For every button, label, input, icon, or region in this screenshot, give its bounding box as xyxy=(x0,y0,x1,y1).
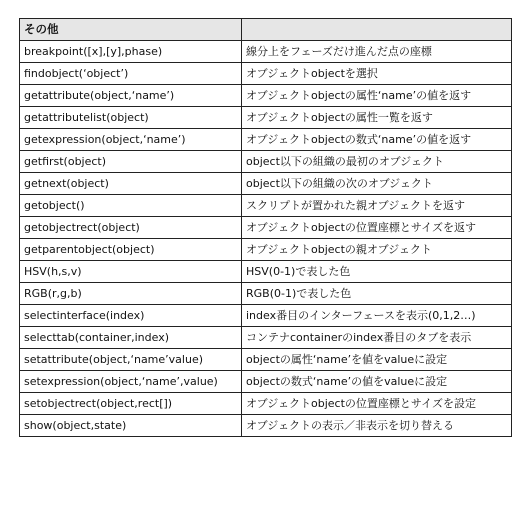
table-row xyxy=(20,173,512,195)
function-name-cell: show(object,state) xyxy=(20,415,242,437)
function-description-cell: objectの属性‘name’を値をvalueに設定 xyxy=(242,349,512,371)
function-description-cell: RGB(0-1)で表した色 xyxy=(242,283,512,305)
table-row xyxy=(20,283,512,305)
function-description-cell: オブジェクトobjectの位置座標とサイズを返す xyxy=(242,217,512,239)
table-row xyxy=(20,151,512,173)
function-description-cell: 線分上をフェーズだけ進んだ点の座標 xyxy=(242,41,512,63)
function-name-cell: findobject(‘object’) xyxy=(20,63,242,85)
function-description-cell: オブジェクトobjectの数式‘name’の値を返す xyxy=(242,129,512,151)
function-name-cell: getattributelist(object) xyxy=(20,107,242,129)
function-description-cell: object以下の組織の最初のオブジェクト xyxy=(242,151,512,173)
function-description-cell: オブジェクトobjectの属性一覧を返す xyxy=(242,107,512,129)
table-row xyxy=(20,107,512,129)
function-name-cell: setexpression(object,‘name’,value) xyxy=(20,371,242,393)
table-header-row xyxy=(20,19,512,41)
table-row xyxy=(20,415,512,437)
table-row xyxy=(20,239,512,261)
function-name-cell: setattribute(object,‘name’value) xyxy=(20,349,242,371)
table-row xyxy=(20,85,512,107)
table-row xyxy=(20,305,512,327)
table-body xyxy=(20,19,512,437)
function-reference-table-container xyxy=(19,18,511,437)
function-description-cell: オブジェクトobjectを選択 xyxy=(242,63,512,85)
table-row xyxy=(20,327,512,349)
function-name-cell: getobjectrect(object) xyxy=(20,217,242,239)
function-description-cell: オブジェクトobjectの親オブジェクト xyxy=(242,239,512,261)
function-description-cell: object以下の組織の次のオブジェクト xyxy=(242,173,512,195)
table-row xyxy=(20,129,512,151)
table-row xyxy=(20,349,512,371)
function-reference-table xyxy=(19,18,512,437)
table-header-title: その他 xyxy=(20,19,242,41)
function-name-cell: getnext(object) xyxy=(20,173,242,195)
function-name-cell: setobjectrect(object,rect[]) xyxy=(20,393,242,415)
function-description-cell: HSV(0-1)で表した色 xyxy=(242,261,512,283)
function-name-cell: getfirst(object) xyxy=(20,151,242,173)
function-description-cell: index番目のインターフェースを表示(0,1,2…) xyxy=(242,305,512,327)
table-row xyxy=(20,41,512,63)
function-description-cell: objectの数式‘name’の値をvalueに設定 xyxy=(242,371,512,393)
function-name-cell: RGB(r,g,b) xyxy=(20,283,242,305)
table-header-empty-cell xyxy=(242,19,512,41)
function-name-cell: getparentobject(object) xyxy=(20,239,242,261)
function-name-cell: getattribute(object,‘name’) xyxy=(20,85,242,107)
function-name-cell: getobject() xyxy=(20,195,242,217)
function-name-cell: breakpoint([x],[y],phase) xyxy=(20,41,242,63)
function-description-cell: コンテナcontainerのindex番目のタブを表示 xyxy=(242,327,512,349)
table-row xyxy=(20,261,512,283)
table-row xyxy=(20,371,512,393)
table-row xyxy=(20,195,512,217)
function-description-cell: オブジェクトの表示／非表示を切り替える xyxy=(242,415,512,437)
function-description-cell: オブジェクトobjectの位置座標とサイズを設定 xyxy=(242,393,512,415)
table-row xyxy=(20,63,512,85)
function-name-cell: selectinterface(index) xyxy=(20,305,242,327)
function-name-cell: getexpression(object,‘name’) xyxy=(20,129,242,151)
table-row xyxy=(20,217,512,239)
function-description-cell: オブジェクトobjectの属性‘name’の値を返す xyxy=(242,85,512,107)
function-description-cell: スクリプトが置かれた親オブジェクトを返す xyxy=(242,195,512,217)
function-name-cell: selecttab(container,index) xyxy=(20,327,242,349)
table-row xyxy=(20,393,512,415)
function-name-cell: HSV(h,s,v) xyxy=(20,261,242,283)
